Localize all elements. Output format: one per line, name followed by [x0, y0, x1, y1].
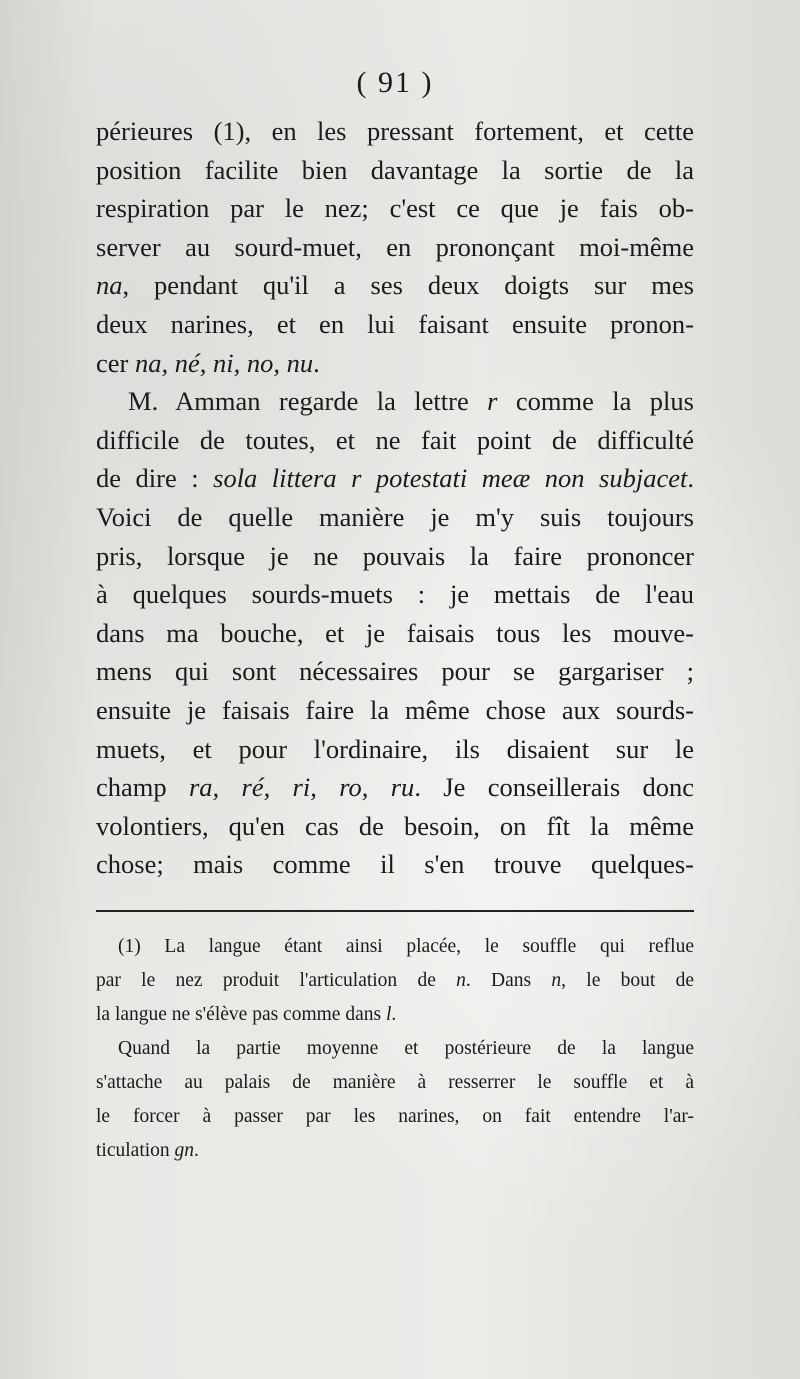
text-line: [96, 768, 694, 807]
text-span: . Je conseillerais donc: [414, 772, 694, 803]
text-span: .: [391, 1004, 397, 1025]
text-span: périeures (1), en les pressant fortement, et cette: [96, 116, 694, 146]
text-line: [96, 151, 694, 190]
text-span: de dire :: [96, 463, 214, 494]
text-line: [96, 652, 694, 691]
italic-span: r: [487, 386, 498, 417]
italic-span: l: [385, 1004, 392, 1025]
footnote-line: [96, 964, 694, 998]
text-span: pris, lorsque je ne pouvais la faire prononcer: [96, 540, 694, 571]
text-line: [96, 575, 694, 614]
footnote-line: [96, 930, 694, 964]
text-line: [96, 382, 694, 421]
text-line: [96, 421, 694, 460]
text-line: [96, 266, 694, 305]
text-line: [96, 189, 694, 228]
text-span: muets, et pour l'ordinaire, ils disaient sur le: [96, 733, 694, 764]
text-span: .: [687, 463, 694, 494]
text-span: volontiers, qu'en cas de besoin, on fît la même: [96, 810, 694, 841]
text-span: comme la plus: [497, 386, 694, 417]
footnote-divider: [96, 910, 694, 912]
text-line: [96, 807, 694, 846]
text-span: à quelques sourds-muets : je mettais de l'eau: [96, 579, 694, 610]
text-span: deux narines, et en lui faisant ensuite pronon-: [96, 308, 694, 339]
italic-span: na, né, ni, no, nu: [134, 347, 314, 378]
text-span: .: [194, 1140, 199, 1161]
footnote-line: [96, 1100, 694, 1134]
text-line: [96, 344, 694, 383]
italic-span: n: [551, 970, 562, 991]
text-span: ticulation: [96, 1140, 175, 1161]
text-span: cer: [96, 347, 135, 378]
text-span: , le bout de: [561, 970, 694, 991]
text-span: le forcer à passer par les narines, on fait entendre l'ar-: [96, 1106, 694, 1127]
italic-span: ra, ré, ri, ro, ru: [188, 772, 415, 803]
text-line: [96, 305, 694, 344]
text-line: [96, 730, 694, 769]
italic-span: sola littera r potestati meæ non subjacet: [213, 463, 688, 494]
body-text: [96, 112, 694, 884]
text-span: par le nez produit l'articulation de: [96, 970, 457, 991]
footnote-line: [96, 1134, 694, 1168]
text-span: chose; mais comme il s'en trouve quelques-: [96, 849, 694, 880]
text-span: respiration par le nez; c'est ce que je fais ob-: [96, 193, 694, 224]
text-span: dans ma bouche, et je faisais tous les mouve-: [96, 617, 694, 648]
text-span: ensuite je faisais faire la même chose aux sourds-: [96, 694, 694, 725]
text-span: server au sourd-muet, en prononçant moi-même: [96, 231, 694, 262]
text-line: [96, 112, 694, 151]
text-line: [96, 498, 694, 537]
text-span: Quand la partie moyenne et postérieure de la langue: [118, 1038, 694, 1059]
text-line: [96, 459, 694, 498]
text-span: M. Amman regarde la lettre: [128, 386, 488, 417]
text-line: [96, 228, 694, 267]
text-span: Voici de quelle manière je m'y suis toujours: [96, 501, 694, 532]
italic-span: gn: [174, 1140, 195, 1161]
text-span: s'attache au palais de manière à resserrer le souffle et à: [96, 1072, 694, 1093]
text-span: mens qui sont nécessaires pour se gargariser ;: [96, 656, 694, 687]
text-line: [96, 614, 694, 653]
text-span: position facilite bien davantage la sortie de la: [96, 154, 694, 185]
text-span: champ: [96, 772, 189, 803]
footnote-line: [96, 1066, 694, 1100]
text-span: difficile de toutes, et ne fait point de difficulté: [96, 424, 694, 455]
footnote-line: [96, 998, 694, 1032]
text-span: la langue ne s'élève pas comme dans: [96, 1004, 386, 1025]
text-span: .: [313, 347, 320, 378]
footnote-line: [96, 1032, 694, 1066]
text-line: [96, 845, 694, 884]
page-number: ( 91 ): [356, 66, 434, 99]
text-line: [96, 691, 694, 730]
text-span: (1) La langue étant ainsi placée, le souffle qui reflue: [118, 936, 694, 957]
text-span: . Dans: [465, 970, 552, 991]
footnotes: [96, 930, 694, 1168]
italic-span: na: [96, 270, 123, 301]
text-span: , pendant qu'il a ses deux doigts sur mes: [122, 270, 694, 301]
italic-span: n: [456, 970, 466, 991]
text-line: [96, 537, 694, 576]
